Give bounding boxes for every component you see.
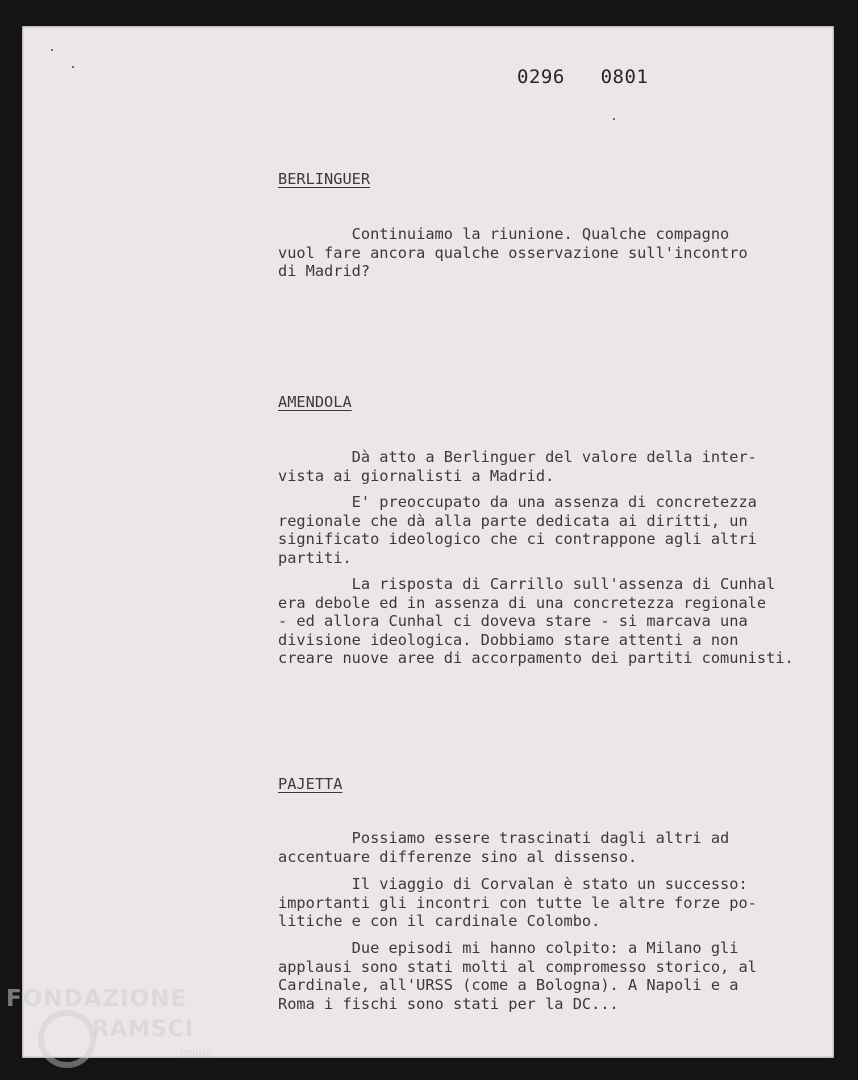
document-number: 0296 0801 bbox=[517, 66, 649, 88]
speaker-heading-amendola: AMENDOLA bbox=[278, 393, 352, 411]
paragraph: Il viaggio di Corvalan è stato un successo: importanti gli incontri con tutte le altre forze po- litiche e con il cardinale Colombo. bbox=[278, 875, 757, 930]
watermark-text: onlus bbox=[180, 1046, 213, 1060]
paragraph: Due episodi mi hanno colpito: a Milano gli applausi sono stati molti al compromesso storico, al Cardinale, all'URSS (come a Bologna). A Napoli e a Roma i fischi sono stati per la DC... bbox=[278, 939, 757, 1013]
watermark-text: FONDAZIONE bbox=[6, 986, 188, 1012]
g-logo-icon bbox=[38, 1010, 96, 1068]
watermark-text: RAMSCI bbox=[92, 1017, 195, 1042]
fondazione-gramsci-watermark bbox=[4, 986, 214, 1076]
paper-speck bbox=[51, 49, 53, 51]
paragraph: Dà atto a Berlinguer del valore della inter- vista ai giornalisti a Madrid. bbox=[278, 448, 757, 485]
paper-speck bbox=[613, 118, 615, 120]
paragraph: La risposta di Carrillo sull'assenza di Cunhal era debole ed in assenza di una concretezza regionale - ed allora Cunhal ci doveva stare - si marcava una divisione ideologica. Dobbiamo stare attenti a non creare nuove aree di accorpamento dei partiti comunisti. bbox=[278, 575, 794, 667]
paper-speck bbox=[72, 66, 74, 68]
speaker-heading-berlinguer: BERLINGUER bbox=[278, 170, 371, 188]
paragraph: Possiamo essere trascinati dagli altri ad accentuare differenze sino al dissenso. bbox=[278, 829, 730, 866]
paragraph: E' preoccupato da una assenza di concretezza regionale che dà alla parte dedicata ai diritti, un significato ideologico che ci contrappone agli altri partiti. bbox=[278, 493, 757, 567]
speaker-heading-pajetta: PAJETTA bbox=[278, 775, 343, 793]
paragraph: Continuiamo la riunione. Qualche compagno vuol fare ancora qualche osservazione sull'incontro di Madrid? bbox=[278, 225, 748, 280]
